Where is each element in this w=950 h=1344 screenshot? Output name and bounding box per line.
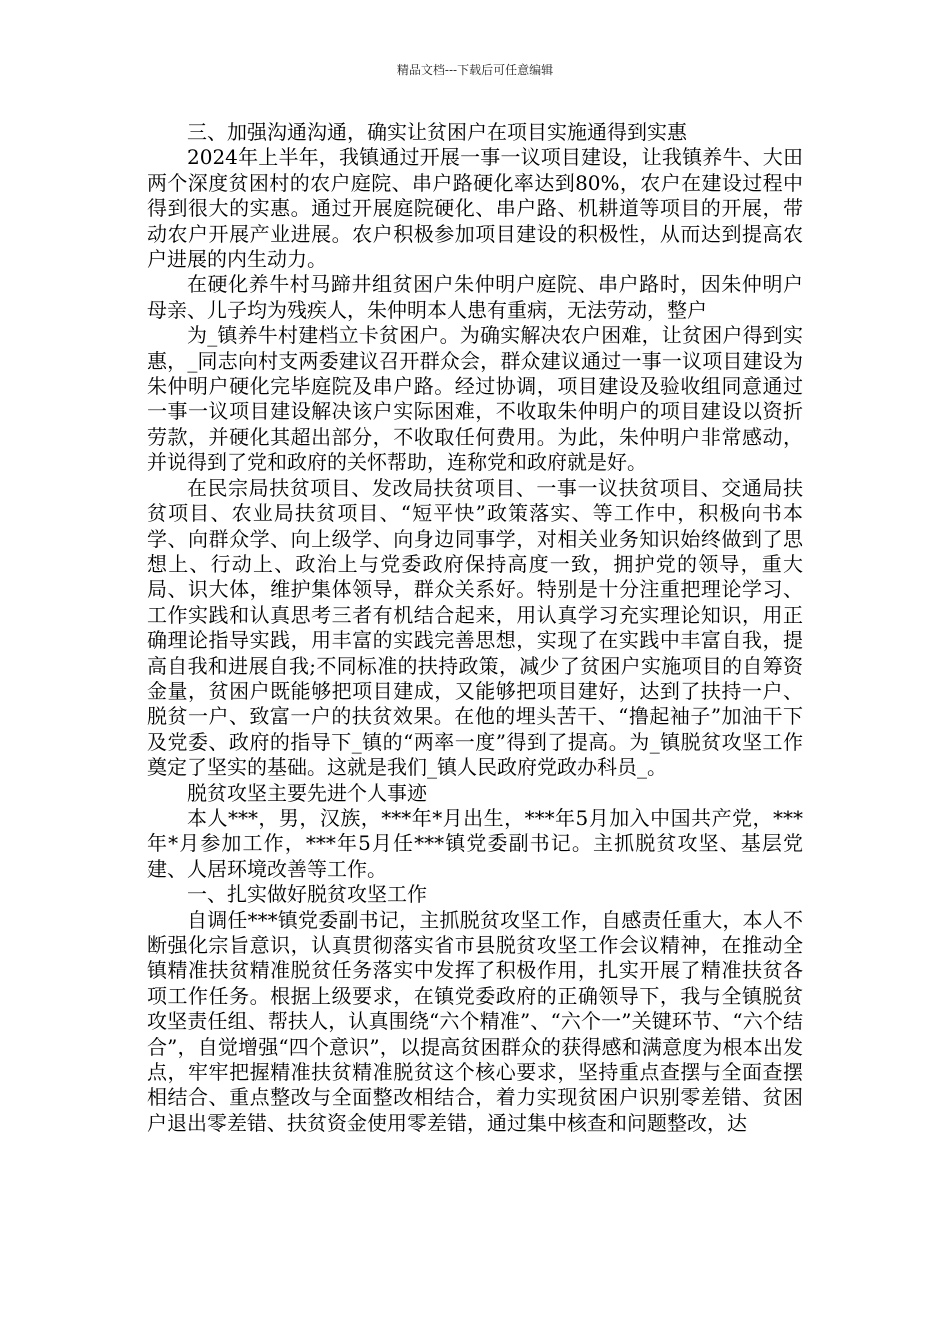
section-heading-1: 一、扎实做好脱贫攻坚工作 <box>187 882 427 907</box>
paragraph: 在硬化养牛村马蹄井组贫困户朱仲明户庭院、串户路时，因朱仲明户母亲、儿子均为残疾人，朱仲明本人患有重病，无法劳动，整户 <box>147 272 803 322</box>
document-body <box>147 120 803 1136</box>
paragraph: 2024年上半年，我镇通过开展一事一议项目建设，让我镇养牛、大田两个深度贫困村的农户庭院、串户路硬化率达到80%，农户在建设过程中得到很大的实惠。通过开展庭院硬化、串户路、机耕道等项目的开展，带动农户开展产业进展。农户积极参加项目建设的积极性，从而达到提高农户进展的内生动力。 <box>147 145 803 272</box>
section-heading-3: 三、加强沟通沟通，确实让贫困户在项目实施通得到实惠 <box>187 120 687 144</box>
paragraph: 为_镇养牛村建档立卡贫困户。为确实解决农户困难，让贫困户得到实惠，_同志向村支两委建议召开群众会，群众建议通过一事一议项目建设为朱仲明户硬化完毕庭院及串户路。经过协调，项目建设及验收组同意通过一事一议项目建设解决该户实际困难，不收取朱仲明户的项目建设以资折劳款，并硬化其超出部分，不收取任何费用。为此，朱仲明户非常感动，并说得到了党和政府的关怀帮助，连称党和政府就是好。 <box>147 323 803 475</box>
paragraph: 本人***，男，汉族，***年*月出生，***年5月加入中国共产党，***年*月参加工作，***年5月任***镇党委副书记。主抓脱贫攻坚、基层党建、人居环境改善等工作。 <box>147 805 803 881</box>
article-title: 脱贫攻坚主要先进个人事迹 <box>187 780 427 805</box>
paragraph: 自调任***镇党委副书记，主抓脱贫攻坚工作，自感责任重大，本人不断强化宗旨意识，认真贯彻落实省市县脱贫攻坚工作会议精神，在推动全镇精准扶贫精准脱贫任务落实中发挥了积极作用，扎实开展了精准扶贫各项工作任务。根据上级要求，在镇党委政府的正确领导下，我与全镇脱贫攻坚责任组、帮扶人，认真围绕“六个精准”、“六个一”关键环节、“六个结合”，自觉增强“四个意识”，以提高贫困群众的获得感和满意度为根本出发点，牢牢把握精准扶贫精准脱贫这个核心要求，坚持重点查摆与全面查摆相结合、重点整改与全面整改相结合，着力实现贫困户识别零差错、贫困户退出零差错、扶贫资金使用零差错，通过集中核查和问题整改，达 <box>147 907 803 1135</box>
header-note: 精品文档---下载后可任意编辑 <box>396 63 554 77</box>
paragraph: 在民宗局扶贫项目、发改局扶贫项目、一事一议扶贫项目、交通局扶贫项目、农业局扶贫项目、“短平快”政策落实、等工作中，积极向书本学、向群众学、向上级学、向身边同事学，对相关业务知识始终做到了思想上、行动上、政治上与党委政府保持高度一致，拥护党的领导，重大局、识大体，维护集体领导，群众关系好。特别是十分注重把理论学习、工作实践和认真思考三者有机结合起来，用认真学习充实理论知识，用正确理论指导实践，用丰富的实践完善思想，实现了在实践中丰富自我，提高自我和进展自我;不同标准的扶持政策，减少了贫困户实施项目的自筹资金量，贫困户既能够把项目建成，又能够把项目建好，达到了扶持一户、脱贫一户、致富一户的扶贫效果。在他的埋头苦干、“撸起袖子”加油干下及党委、政府的指导下_镇的“两率一度”得到了提高。为_镇脱贫攻坚工作奠定了坚实的基础。这就是我们_镇人民政府党政办科员_。 <box>147 475 803 780</box>
